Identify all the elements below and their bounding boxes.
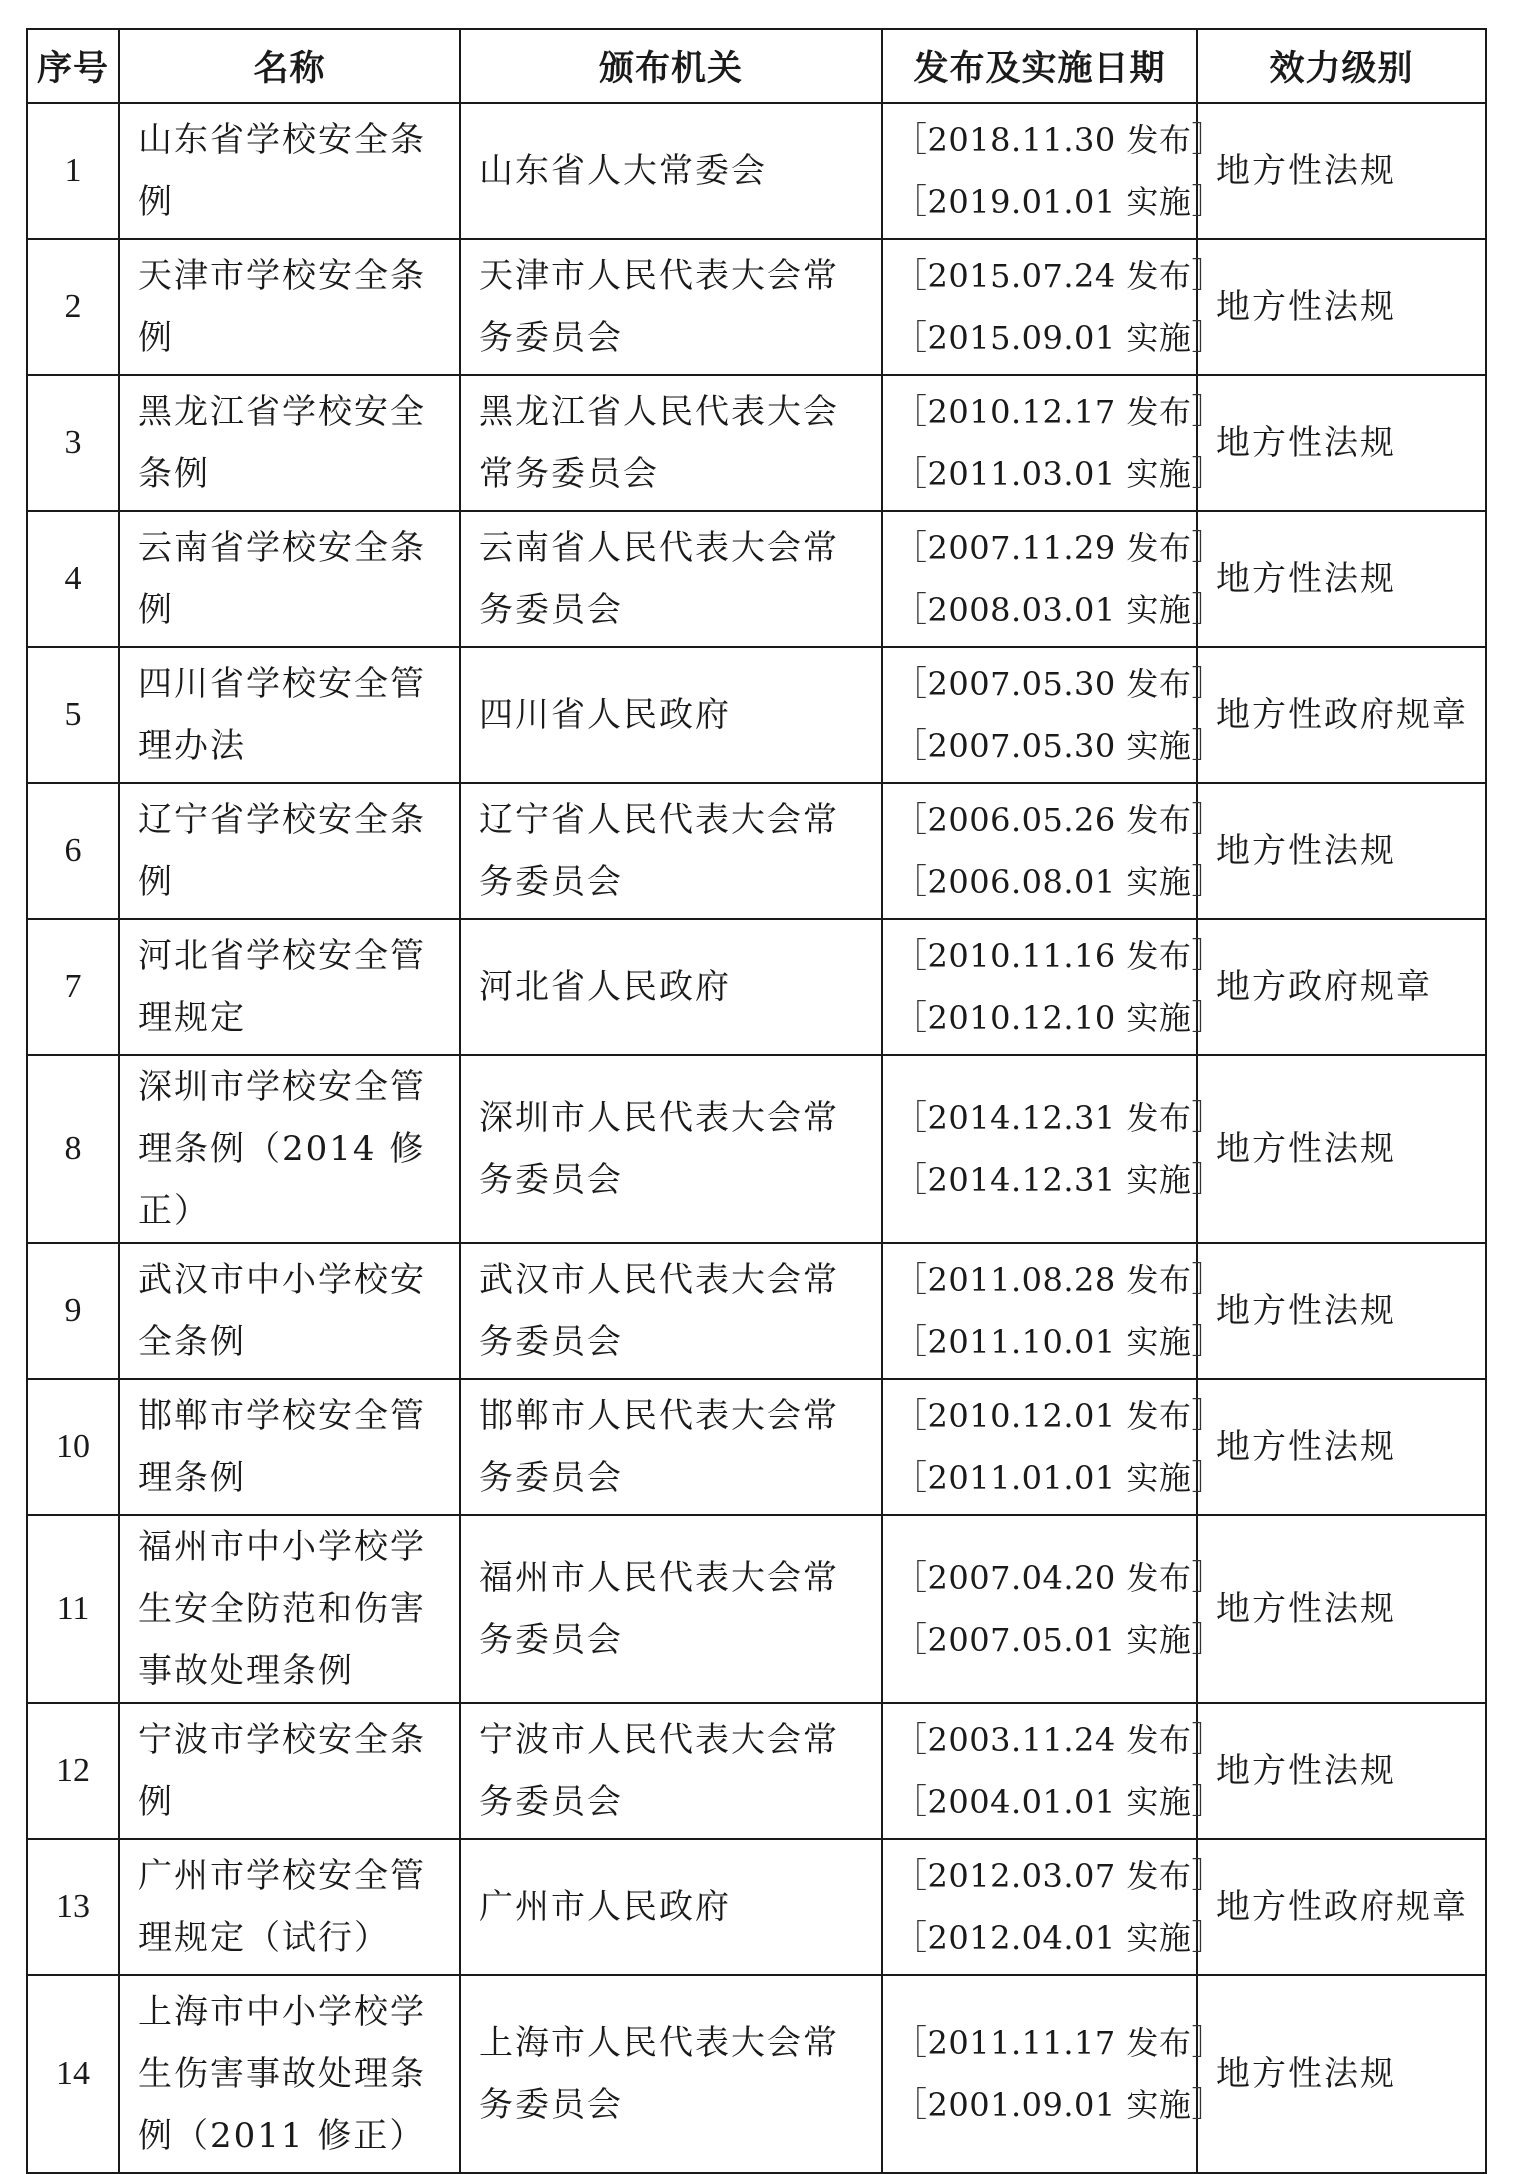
regulation-name: 山东省学校安全条例 bbox=[119, 103, 460, 239]
legal-effect-level: 地方性法规 bbox=[1197, 239, 1486, 375]
publish-date: ［ 2015.07.24 发布 ］ bbox=[893, 256, 1226, 296]
effective-date: ［ 2015.09.01 实施 ］ bbox=[893, 318, 1226, 358]
regulation-name: 深圳市学校安全管理条例（2014 修正） bbox=[119, 1055, 460, 1243]
row-serial: 1 bbox=[27, 103, 119, 239]
effective-date: ［ 2008.03.01 实施 ］ bbox=[893, 590, 1226, 630]
publish-date: ［ 2012.03.07 发布 ］ bbox=[893, 1856, 1226, 1896]
table-row bbox=[27, 783, 1486, 919]
issuing-authority: 邯郸市人民代表大会常务委员会 bbox=[460, 1379, 882, 1515]
publish-date: ［ 2007.05.30 发布 ］ bbox=[893, 664, 1226, 704]
date-cell bbox=[882, 1379, 1226, 1515]
row-serial: 10 bbox=[27, 1379, 119, 1515]
legal-effect-level: 地方性法规 bbox=[1197, 511, 1486, 647]
row-serial: 5 bbox=[27, 647, 119, 783]
table-row bbox=[27, 1055, 1486, 1243]
date-cell bbox=[882, 1975, 1226, 2173]
issuing-authority: 福州市人民代表大会常务委员会 bbox=[460, 1515, 882, 1703]
publish-date: ［ 2010.11.16 发布 ］ bbox=[893, 936, 1226, 976]
legal-effect-level: 地方性法规 bbox=[1197, 1703, 1486, 1839]
issuing-authority: 武汉市人民代表大会常务委员会 bbox=[460, 1243, 882, 1379]
date-cell bbox=[882, 647, 1226, 783]
issuing-authority: 深圳市人民代表大会常务委员会 bbox=[460, 1055, 882, 1243]
row-serial: 6 bbox=[27, 783, 119, 919]
row-serial: 9 bbox=[27, 1243, 119, 1379]
effective-date: ［ 2011.01.01 实施 ］ bbox=[893, 1458, 1226, 1498]
table-row bbox=[27, 103, 1486, 239]
issuing-authority: 河北省人民政府 bbox=[460, 919, 882, 1055]
row-serial: 4 bbox=[27, 511, 119, 647]
table-row bbox=[27, 1243, 1486, 1379]
date-cell bbox=[882, 1703, 1226, 1839]
date-cell bbox=[882, 239, 1226, 375]
regulation-name: 河北省学校安全管理规定 bbox=[119, 919, 460, 1055]
publish-date: ［ 2007.11.29 发布 ］ bbox=[893, 528, 1226, 568]
table-row bbox=[27, 375, 1486, 511]
legal-effect-level: 地方性法规 bbox=[1197, 1515, 1486, 1703]
legal-effect-level: 地方政府规章 bbox=[1197, 919, 1486, 1055]
table-row bbox=[27, 239, 1486, 375]
legal-effect-level: 地方性法规 bbox=[1197, 1975, 1486, 2173]
row-serial: 13 bbox=[27, 1839, 119, 1975]
regulation-name: 云南省学校安全条例 bbox=[119, 511, 460, 647]
row-serial: 14 bbox=[27, 1975, 119, 2173]
regulation-name: 福州市中小学校学生安全防范和伤害事故处理条例 bbox=[119, 1515, 460, 1703]
header-date: 发布及实施日期 bbox=[882, 29, 1197, 103]
date-cell bbox=[882, 375, 1226, 511]
table-row bbox=[27, 1703, 1486, 1839]
issuing-authority: 宁波市人民代表大会常务委员会 bbox=[460, 1703, 882, 1839]
row-serial: 8 bbox=[27, 1055, 119, 1243]
publish-date: ［ 2003.11.24 发布 ］ bbox=[893, 1720, 1226, 1760]
header-issuer: 颁布机关 bbox=[460, 29, 882, 103]
publish-date: ［ 2011.08.28 发布 ］ bbox=[893, 1260, 1226, 1300]
regulation-name: 广州市学校安全管理规定（试行） bbox=[119, 1839, 460, 1975]
row-serial: 3 bbox=[27, 375, 119, 511]
table-body bbox=[27, 103, 1486, 2173]
date-cell bbox=[882, 1515, 1226, 1703]
date-cell bbox=[882, 1839, 1226, 1975]
legal-effect-level: 地方性法规 bbox=[1197, 375, 1486, 511]
header-name: 名称 bbox=[119, 29, 460, 103]
date-cell bbox=[882, 1243, 1226, 1379]
publish-date: ［ 2014.12.31 发布 ］ bbox=[893, 1098, 1226, 1138]
legal-effect-level: 地方性法规 bbox=[1197, 103, 1486, 239]
regulations-table bbox=[26, 28, 1487, 2174]
table-row bbox=[27, 1839, 1486, 1975]
regulation-name: 上海市中小学校学生伤害事故处理条例（2011 修正） bbox=[119, 1975, 460, 2173]
effective-date: ［ 2011.03.01 实施 ］ bbox=[893, 454, 1226, 494]
effective-date: ［ 2019.01.01 实施 ］ bbox=[893, 182, 1226, 222]
effective-date: ［ 2010.12.10 实施 ］ bbox=[893, 998, 1226, 1038]
publish-date: ［ 2007.04.20 发布 ］ bbox=[893, 1558, 1226, 1598]
legal-effect-level: 地方性政府规章 bbox=[1197, 1839, 1486, 1975]
effective-date: ［ 2006.08.01 实施 ］ bbox=[893, 862, 1226, 902]
effective-date: ［ 2004.01.01 实施 ］ bbox=[893, 1782, 1226, 1822]
table-row bbox=[27, 919, 1486, 1055]
table-row bbox=[27, 647, 1486, 783]
publish-date: ［ 2006.05.26 发布 ］ bbox=[893, 800, 1226, 840]
effective-date: ［ 2012.04.01 实施 ］ bbox=[893, 1918, 1226, 1958]
effective-date: ［ 2001.09.01 实施 ］ bbox=[893, 2085, 1226, 2125]
issuing-authority: 云南省人民代表大会常务委员会 bbox=[460, 511, 882, 647]
table-row bbox=[27, 1379, 1486, 1515]
publish-date: ［ 2018.11.30 发布 ］ bbox=[893, 120, 1226, 160]
issuing-authority: 广州市人民政府 bbox=[460, 1839, 882, 1975]
regulation-name: 邯郸市学校安全管理条例 bbox=[119, 1379, 460, 1515]
issuing-authority: 黑龙江省人民代表大会常务委员会 bbox=[460, 375, 882, 511]
publish-date: ［ 2010.12.17 发布 ］ bbox=[893, 392, 1226, 432]
regulation-name: 黑龙江省学校安全条例 bbox=[119, 375, 460, 511]
legal-effect-level: 地方性法规 bbox=[1197, 1379, 1486, 1515]
effective-date: ［ 2014.12.31 实施 ］ bbox=[893, 1160, 1226, 1200]
table-row bbox=[27, 1975, 1486, 2173]
regulation-name: 宁波市学校安全条例 bbox=[119, 1703, 460, 1839]
effective-date: ［ 2007.05.01 实施 ］ bbox=[893, 1620, 1226, 1660]
date-cell bbox=[882, 511, 1226, 647]
table-row bbox=[27, 1515, 1486, 1703]
publish-date: ［ 2010.12.01 发布 ］ bbox=[893, 1396, 1226, 1436]
legal-effect-level: 地方性法规 bbox=[1197, 1055, 1486, 1243]
legal-effect-level: 地方性法规 bbox=[1197, 783, 1486, 919]
issuing-authority: 天津市人民代表大会常务委员会 bbox=[460, 239, 882, 375]
date-cell bbox=[882, 783, 1226, 919]
publish-date: ［ 2011.11.17 发布 ］ bbox=[893, 2023, 1226, 2063]
row-serial: 12 bbox=[27, 1703, 119, 1839]
issuing-authority: 四川省人民政府 bbox=[460, 647, 882, 783]
regulation-name: 天津市学校安全条例 bbox=[119, 239, 460, 375]
regulation-name: 四川省学校安全管理办法 bbox=[119, 647, 460, 783]
date-cell bbox=[882, 919, 1226, 1055]
regulation-name: 武汉市中小学校安全条例 bbox=[119, 1243, 460, 1379]
regulation-name: 辽宁省学校安全条例 bbox=[119, 783, 460, 919]
header-level: 效力级别 bbox=[1197, 29, 1486, 103]
date-cell bbox=[882, 1055, 1226, 1243]
effective-date: ［ 2007.05.30 实施 ］ bbox=[893, 726, 1226, 766]
issuing-authority: 辽宁省人民代表大会常务委员会 bbox=[460, 783, 882, 919]
legal-effect-level: 地方性法规 bbox=[1197, 1243, 1486, 1379]
legal-effect-level: 地方性政府规章 bbox=[1197, 647, 1486, 783]
row-serial: 7 bbox=[27, 919, 119, 1055]
table-header-row bbox=[27, 29, 1486, 103]
issuing-authority: 山东省人大常委会 bbox=[460, 103, 882, 239]
header-serial: 序号 bbox=[27, 29, 119, 103]
effective-date: ［ 2011.10.01 实施 ］ bbox=[893, 1322, 1226, 1362]
table-row bbox=[27, 511, 1486, 647]
row-serial: 2 bbox=[27, 239, 119, 375]
date-cell bbox=[882, 103, 1226, 239]
issuing-authority: 上海市人民代表大会常务委员会 bbox=[460, 1975, 882, 2173]
row-serial: 11 bbox=[27, 1515, 119, 1703]
